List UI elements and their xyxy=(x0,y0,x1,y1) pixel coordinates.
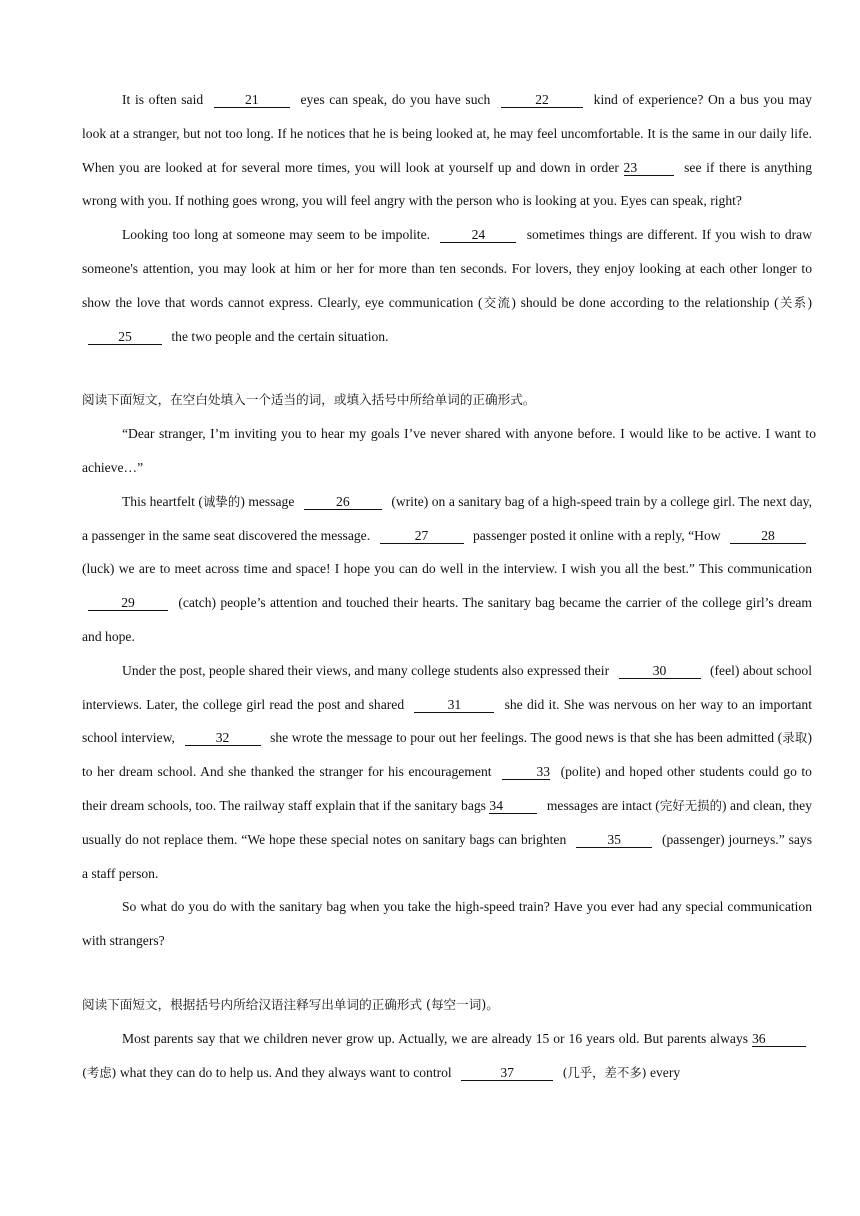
chinese-gloss: 诚挚的 xyxy=(202,493,241,509)
section2-paragraph-4: So what do you do with the sanitary bag when you take the high-speed train? Have you ever had any special communication with strangers? xyxy=(82,899,812,949)
chinese-gloss: 关系 xyxy=(778,294,808,310)
chinese-gloss: 完好无损的 xyxy=(659,797,723,813)
text: This heartfelt ( xyxy=(122,493,203,509)
blank-22: 22 xyxy=(501,92,583,108)
text: (passenger) journeys.” says a staff person. xyxy=(82,831,812,881)
document-page xyxy=(82,83,816,1089)
section2-paragraph-2 xyxy=(82,485,812,654)
chinese-gloss: 交流 xyxy=(482,294,512,310)
blank-36: 36 xyxy=(752,1031,806,1047)
text: she did it. She was nervous on her way to an important school interview, xyxy=(82,696,812,746)
text: see if there is anything wrong with you. If nothing goes wrong, you will feel angry with the person who is looking at you. Eyes can speak, right? xyxy=(82,159,813,209)
blank-27: 27 xyxy=(380,528,464,544)
text: (catch) people’s attention and touched their hearts. The sanitary bag became the carrier of the college girl’s dream and hope. xyxy=(82,595,812,644)
section-spacer xyxy=(82,353,812,383)
text: (write) on a sanitary bag of a high-speed train by a college girl. The next day, a passenger in the same seat discovered the message. xyxy=(82,493,812,543)
text: eyes can speak, do you have such xyxy=(300,92,491,107)
text: passenger posted it online with a reply, “How xyxy=(472,527,721,543)
section-spacer xyxy=(82,958,812,988)
blank-29: 29 xyxy=(88,595,168,611)
text: kind of experience? On a bus you may look at a stranger, but not too long. If he notices that he is being looked at, he may feel uncomfortable. It is the same in our daily life. When you are looked at for several more times, you will look at yourself up and down in order xyxy=(82,92,812,175)
blank-25: 25 xyxy=(88,329,162,345)
section3-instruction: 阅读下面短文，根据括号内所给汉语注释写出单词的正确形式 (每空一词)。 xyxy=(82,996,499,1012)
text: the two people and the certain situation. xyxy=(171,328,389,344)
text: what they can do to help us. And they always want to control xyxy=(119,1064,452,1080)
text: It is often said xyxy=(122,92,204,107)
passage1-paragraph-1 xyxy=(82,83,812,218)
text: (luck) we are to meet across time and space! I hope you can do well in the interview. I wish you all the best.” This communication xyxy=(82,561,812,577)
text: Under the post, people shared their views, and many college students also expressed their xyxy=(122,662,610,678)
text: every xyxy=(649,1064,681,1080)
blank-23: 23 xyxy=(624,160,674,176)
blank-35: 35 xyxy=(576,832,652,848)
text: Looking too long at someone may seem to be impolite. xyxy=(122,227,431,243)
chinese-gloss: 录取 xyxy=(782,730,808,746)
text: (feel) about school interviews. Later, the college girl read the post and shared xyxy=(82,662,812,712)
section2-paragraph-3 xyxy=(82,654,812,891)
blank-30: 30 xyxy=(619,663,701,679)
section2-paragraph-1: “Dear stranger, I’m inviting you to hear my goals I’ve never shared with anyone before. I would like to be active. I want to achieve…” xyxy=(82,426,816,475)
blank-37: 37 xyxy=(461,1065,553,1081)
blank-28: 28 xyxy=(730,528,806,544)
text: ) message xyxy=(240,493,295,509)
text: ) xyxy=(807,294,813,310)
text: ) should be done according to the relationship ( xyxy=(511,294,779,310)
blank-31: 31 xyxy=(414,697,494,713)
blank-33: 33 xyxy=(502,764,550,780)
chinese-gloss: (考虑) xyxy=(82,1064,117,1080)
text: (polite) and hoped other students could go to their dream schools, too. The railway staff explain that if the sanitary bags xyxy=(82,764,812,813)
blank-34: 34 xyxy=(489,798,537,814)
text: messages are intact ( xyxy=(546,797,660,813)
text: she wrote the message to pour out her feelings. The good news is that she has been admitted ( xyxy=(270,730,783,746)
text: Most parents say that we children never grow up. Actually, we are already 15 or 16 years old. But parents always xyxy=(122,1030,749,1046)
blank-26: 26 xyxy=(304,494,382,510)
blank-24: 24 xyxy=(440,227,516,243)
blank-21: 21 xyxy=(214,92,290,108)
section2-instruction: 阅读下面短文，在空白处填入一个适当的词，或填入括号中所给单词的正确形式。 xyxy=(82,392,536,408)
chinese-gloss: (几乎，差不多) xyxy=(562,1064,647,1080)
passage1-paragraph-2 xyxy=(82,218,812,353)
text: sometimes things are different. If you wish to draw someone's attention, you may look at him or her for more than ten seconds. For lovers, they enjoy looking at each other longer to show the love that words cannot express. Clearly, eye communication ( xyxy=(82,227,813,310)
text: ) and clean, they usually do not replace them. “We hope these special notes on sanitary bags can brighten xyxy=(82,797,813,847)
section3-paragraph-1 xyxy=(82,1022,812,1090)
text: ) to her dream school. And she thanked the stranger for his encouragement xyxy=(82,730,812,780)
blank-32: 32 xyxy=(185,730,261,746)
